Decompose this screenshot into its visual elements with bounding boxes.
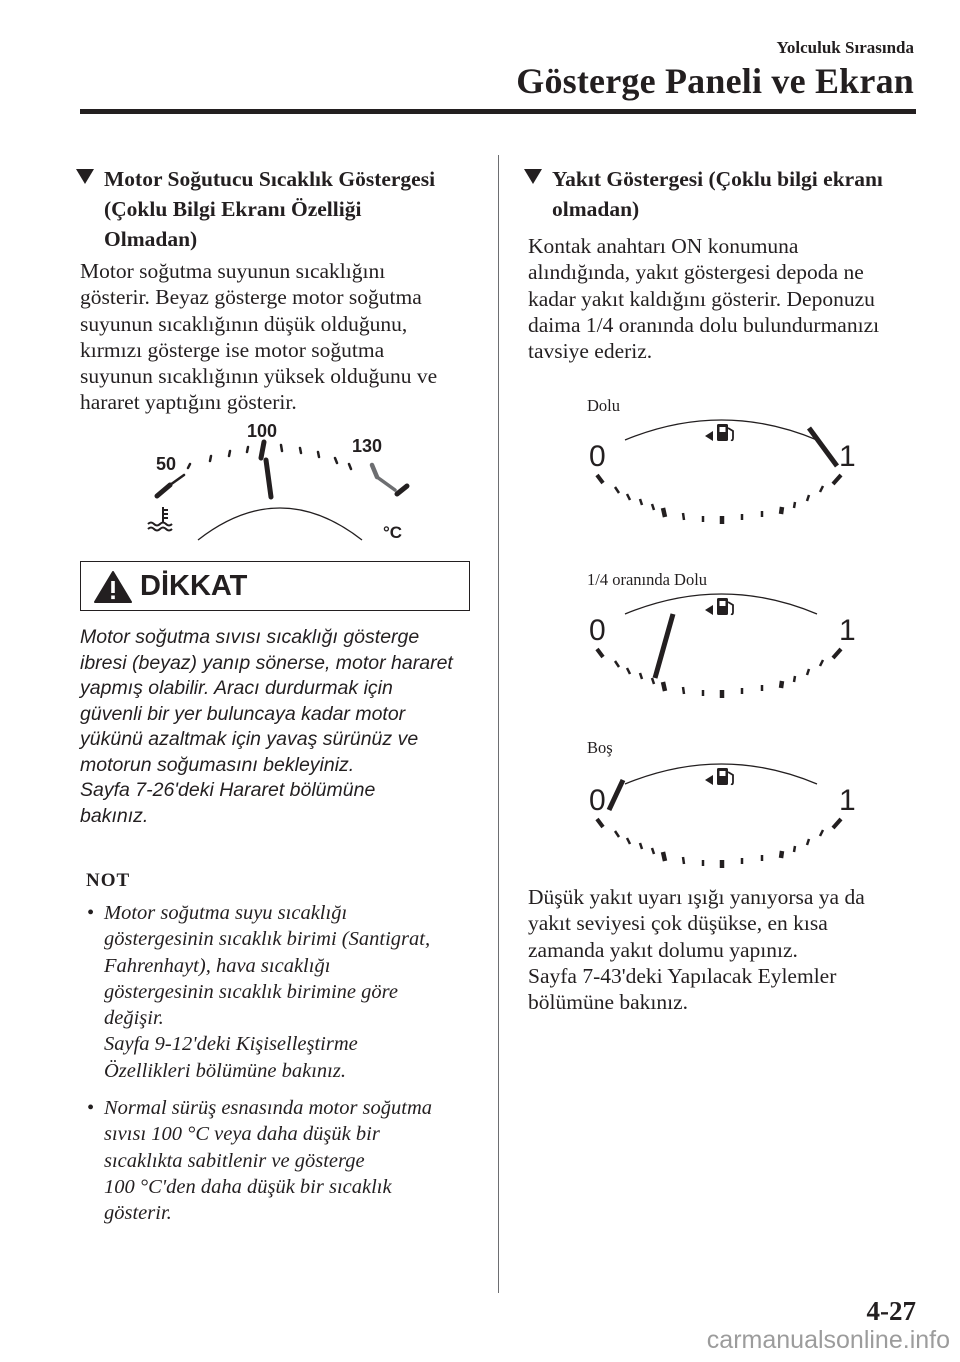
body-line: kırmızı gösterge ise motor soğutma [80,337,385,362]
fuel-gauge-tick [597,649,603,657]
fuel-gauge-tick [820,830,823,836]
note-line: göstergesinin sıcaklık birimi (Santigrat, [104,928,431,951]
coolant-needle [266,460,271,497]
coolant-temperature-icon [148,507,172,531]
caution-label: DİKKAT [140,570,248,602]
fuel-gauge-full [585,418,860,528]
caution-text [80,625,490,829]
fuel-max-label: 1 [839,440,856,473]
fuel-gauge-tick [781,681,782,688]
section-title-line: olmadan) [552,197,640,221]
fuel-section-title [528,164,928,224]
page-number: 4-27 [866,1296,916,1326]
fuel-max-label: 1 [839,784,856,817]
section-marker-icon [76,169,94,184]
note-item [87,1095,494,1226]
fuel-gauge-tick [597,819,603,827]
temp-label-high: 130 [352,436,383,456]
fuel-gauge-tick [597,475,603,483]
note-item [87,900,494,1084]
fuel-gauge-tick [652,678,654,684]
header-rule [80,109,916,114]
fuel-needle [655,614,673,678]
note-line: gösterir. [104,1202,172,1225]
caution-line: yapmış olabilir. Aracı durdurmak için [80,677,393,699]
body-line: Düşük yakıt uyarı ışığı yanıyorsa ya da [528,885,865,909]
temp-unit-label: °C [383,523,403,542]
gauge-tick [318,452,319,457]
body-line: daima 1/4 oranında dolu bulundurmanızı [528,312,880,337]
section-title-line: Olmadan) [104,227,198,251]
fuel-caption: Boş [587,738,613,757]
body-line: gösterir. Beyaz gösterge motor soğutma [80,285,422,310]
fuel-min-label: 0 [589,614,606,647]
gauge-tick [188,464,190,468]
fuel-gauge-tick [627,494,630,500]
fuel-min-label: 0 [589,784,606,817]
note-line: Özellikleri bölümüne bakınız. [104,1059,346,1082]
caution-line: güvenli bir yer buluncaya kadar motor [80,702,406,725]
gauge-needle-low [170,475,184,485]
fuel-warning-text [528,884,928,1015]
gauge-tick [210,456,211,461]
gauge-tick [300,448,301,453]
temp-label-low: 50 [156,454,177,474]
note-line: Sayfa 9-12'deki Kişiselleştirme [104,1033,358,1056]
fuel-gauge-tick [615,831,619,837]
fuel-gauge-tick [781,507,782,514]
fuel-gauge-tick [807,495,809,501]
body-line: alındığında, yakıt göstergesi depoda ne [528,260,864,285]
fuel-max-label: 1 [839,614,856,647]
fuel-gauge-tick [807,669,809,675]
gauge-tick [349,464,351,469]
fuel-gauge-tick [663,508,665,517]
gauge-tick [281,445,282,451]
fuel-pump-icon [705,598,733,615]
caution-line: Sayfa 7-26'deki Hararet bölümüne [80,779,376,801]
body-line: Motor soğutma suyunun sıcaklığını [80,259,386,283]
coolant-temperature-gauge [140,418,430,548]
fuel-gauge-tick [627,668,630,674]
fuel-gauge-tick [833,819,841,828]
note-line: Fahrenhayt), hava sıcaklığı [104,954,331,977]
gauge-tick [335,458,337,463]
note-line: değişir. [104,1007,164,1030]
fuel-gauge-tick [652,504,654,510]
bullet-icon: • [87,1097,95,1119]
note-line: Normal sürüş esnasında motor soğutma [104,1097,433,1119]
fuel-gauge-tick [833,475,841,484]
body-line: tavsiye ederiz. [528,339,653,364]
fuel-gauge-empty [585,762,860,872]
gauge-tick [247,447,248,452]
note-label: NOT [86,870,131,891]
coolant-description [80,258,490,416]
body-line: Kontak anahtarı ON konumuna [528,234,799,258]
section-title-line: (Çoklu Bilgi Ekranı Özelliği [104,197,362,221]
fuel-gauge-tick [627,838,630,844]
section-marker-icon [524,169,542,184]
fuel-gauge-tick [640,673,642,679]
note-line: sıcaklıkta sabitlenir ve gösterge [104,1149,365,1172]
fuel-needle [609,780,623,810]
body-line: kadar yakıt kaldığını gösterir. Deponuzu [528,286,875,311]
note-line: sıvısı 100 °C veya daha düşük bir [104,1123,380,1146]
gauge-red-zone [377,477,395,490]
chapter-title: Yolculuk Sırasında [776,38,914,57]
gauge-tick-red [372,465,377,477]
fuel-gauge-tick [663,682,665,691]
fuel-gauge-tick [615,487,619,493]
body-line: Sayfa 7-43'deki Yapılacak Eylemler [528,963,837,988]
caution-line: bakınız. [80,804,149,827]
page-title: Gösterge Paneli ve Ekran [516,61,914,101]
column-divider [498,155,499,1293]
body-line: zamanda yakıt dolumu yapınız. [528,937,798,962]
section-title-line: Motor Soğutucu Sıcaklık Göstergesi [104,167,436,191]
caution-line: yükünü azaltmak için yavaş sürünüz ve [80,728,419,750]
fuel-min-label: 0 [589,440,606,473]
gauge-tick-major [157,485,170,496]
fuel-gauge-tick [820,486,823,492]
fuel-gauge-tick [794,846,795,852]
caution-box [80,561,470,611]
section-title-line: Yakıt Göstergesi (Çoklu bilgi ekranı [552,167,883,191]
fuel-description [528,233,928,364]
fuel-caption: Dolu [587,396,620,415]
body-line: hararet yaptığını gösterir. [80,390,297,415]
caution-line: ibresi (beyaz) yanıp sönerse, motor hararet [80,651,453,674]
fuel-needle [809,428,837,466]
note-line: 100 °C'den daha düşük bir sıcaklık [104,1175,392,1198]
fuel-gauge-tick [652,848,654,854]
gauge-arc [198,508,362,540]
caution-line: motorun soğumasını bekleyiniz. [80,753,355,776]
caution-line: Motor soğutma sıvısı sıcaklığı gösterge [80,626,420,648]
body-line: yakıt seviyesi çok düşükse, en kısa [528,911,828,936]
bullet-icon: • [87,902,95,924]
fuel-gauge-tick [794,502,795,508]
fuel-gauge-tick [640,843,642,849]
note-line: göstergesinin sıcaklık birimine göre [104,980,398,1003]
fuel-gauge-tick [683,687,684,694]
fuel-gauge-tick [820,660,823,666]
fuel-gauge-tick [615,661,619,667]
gauge-tick-major [261,442,264,458]
fuel-gauge-tick [683,513,684,520]
fuel-gauge-tick [794,676,795,682]
fuel-gauge-tick [807,839,809,845]
fuel-gauge-tick [781,851,782,858]
gauge-tick [229,451,230,456]
fuel-gauge-quarter [585,592,860,702]
fuel-gauge-tick [833,649,841,658]
body-line: suyunun sıcaklığının düşük olduğunu, [80,311,408,336]
warning-triangle-icon [93,570,133,604]
fuel-gauge-tick [683,857,684,864]
fuel-gauge-tick [640,499,642,505]
body-line: suyunun sıcaklığının yüksek olduğunu ve [80,364,438,389]
fuel-pump-icon [705,768,733,785]
fuel-gauge-tick [663,852,665,861]
coolant-section-title [80,164,490,254]
note-line: Motor soğutma suyu sıcaklığı [104,902,348,924]
temp-label-mid: 100 [247,421,278,441]
gauge-tick-major [397,486,407,494]
watermark: carmanualsonline.info [706,1326,950,1354]
body-line: bölümüne bakınız. [528,990,689,1015]
fuel-pump-icon [705,424,733,441]
fuel-caption: 1/4 oranında Dolu [587,570,708,589]
